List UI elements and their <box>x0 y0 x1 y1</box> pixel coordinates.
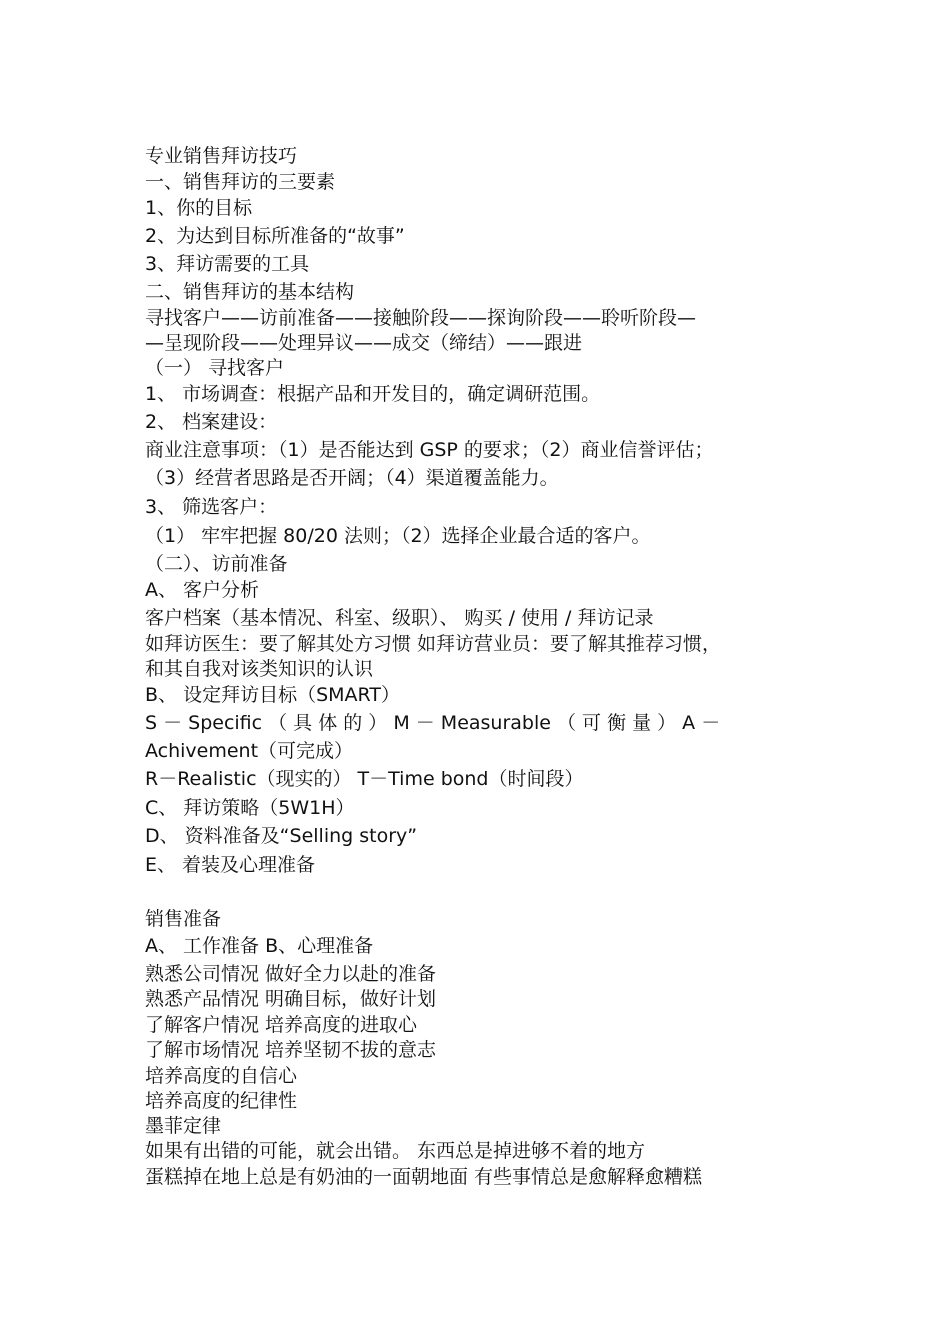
list-item: D、 资料准备及“Selling story” <box>145 825 418 847</box>
section-heading: 二、销售拜访的基本结构 <box>145 281 355 303</box>
paragraph-line: 如拜访医生：要了解其处方习惯 如拜访营业员：要了解其推荐习惯， <box>145 633 722 655</box>
list-item: 2、 档案建设： <box>145 411 278 433</box>
paragraph-line: （3）经营者思路是否开阔；（4）渠道覆盖能力。 <box>145 467 559 489</box>
paragraph-line: 培养高度的纪律性 <box>145 1090 298 1112</box>
section-heading: 一、销售拜访的三要素 <box>145 171 336 193</box>
list-item: A、 客户分析 <box>145 579 260 601</box>
list-item: 1、你的目标 <box>145 197 253 219</box>
section-heading: 墨菲定律 <box>145 1115 222 1137</box>
paragraph-line: 蛋糕掉在地上总是有奶油的一面朝地面 有些事情总是愈解释愈糟糕 <box>145 1166 703 1188</box>
paragraph-line: —呈现阶段——处理异议——成交（缔结）——跟进 <box>145 332 583 354</box>
section-heading: 销售准备 <box>145 908 222 930</box>
paragraph-line: 如果有出错的可能，就会出错。 东西总是掉进够不着的地方 <box>145 1140 646 1162</box>
list-item: 1、 市场调查：根据产品和开发目的，确定调研范围。 <box>145 383 601 405</box>
list-item: E、 着装及心理准备 <box>145 854 316 876</box>
paragraph-line: 客户档案（基本情况、科室、级职）、 购买 / 使用 / 拜访记录 <box>145 607 654 629</box>
document-title: 专业销售拜访技巧 <box>145 145 298 167</box>
paragraph-line: 熟悉公司情况 做好全力以赴的准备 <box>145 963 437 985</box>
paragraph-line: 寻找客户——访前准备——接触阶段——探询阶段——聆听阶段— <box>145 307 697 329</box>
subsection-heading: （一） 寻找客户 <box>145 357 285 379</box>
subsection-heading: （二）、访前准备 <box>145 553 288 575</box>
paragraph-line: S － Specific （ 具 体 的 ） M － Measurable （ 可 衡 量 ） A － <box>145 712 721 734</box>
paragraph-line: 熟悉产品情况 明确目标，做好计划 <box>145 988 437 1010</box>
paragraph-line: 商业注意事项：（1）是否能达到 GSP 的要求；（2）商业信誉评估； <box>145 439 714 461</box>
paragraph-line: 了解客户情况 培养高度的进取心 <box>145 1014 418 1036</box>
paragraph-line: R－Realistic（现实的） T－Time bond（时间段） <box>145 768 584 790</box>
paragraph-line: 了解市场情况 培养坚韧不拔的意志 <box>145 1039 437 1061</box>
list-item: 3、拜访需要的工具 <box>145 253 310 275</box>
paragraph-line: （1） 牢牢把握 80/20 法则；（2）选择企业最合适的客户。 <box>145 525 651 547</box>
list-item: C、 拜访策略（5W1H） <box>145 797 355 819</box>
paragraph-line: 和其自我对该类知识的认识 <box>145 658 374 680</box>
paragraph-line: A、 工作准备 B、心理准备 <box>145 935 374 957</box>
list-item: B、 设定拜访目标（SMART） <box>145 684 400 706</box>
list-item: 2、为达到目标所准备的“故事” <box>145 225 405 247</box>
paragraph-line: 培养高度的自信心 <box>145 1065 298 1087</box>
paragraph-line: Achivement（可完成） <box>145 740 354 762</box>
list-item: 3、 筛选客户： <box>145 496 278 518</box>
